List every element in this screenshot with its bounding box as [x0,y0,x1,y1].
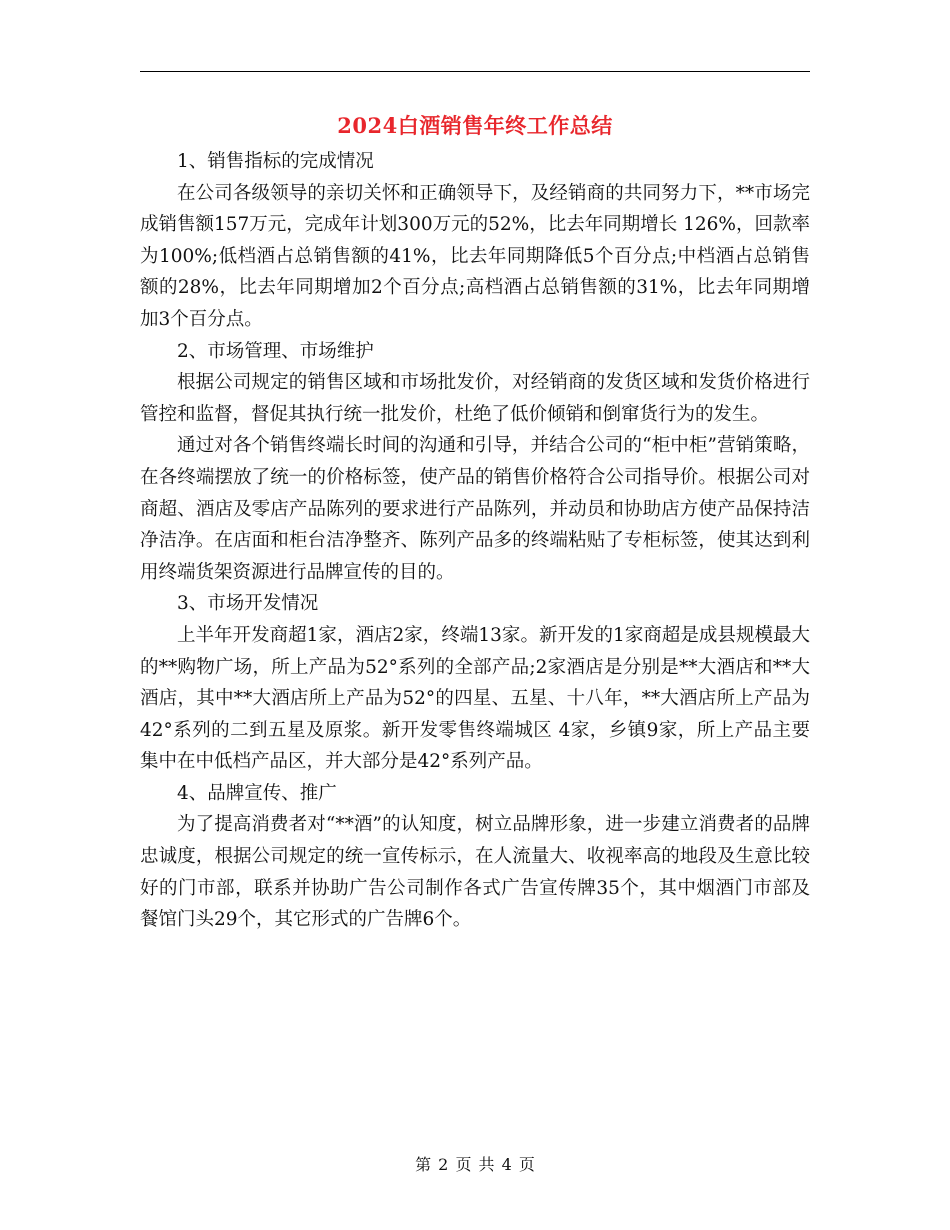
section-heading: 4、品牌宣传、推广 [177,782,337,804]
paragraph: 根据公司规定的销售区域和市场批发价，对经销商的发货区域和发货价格进行管控和监督，督促其执行统一批发价，杜绝了低价倾销和倒窜货行为的发生。 [140,372,810,425]
section-heading: 2、市场管理、市场维护 [177,340,374,362]
header-rule [140,71,810,72]
paragraph: 在公司各级领导的亲切关怀和正确领导下，及经销商的共同努力下，**市场完成销售额157万元，完成年计划300万元的52%，比去年同期增长 126%，回款率为100%;低档酒占总销售额的41%，比去年同期降低5个百分点;中档酒占总销售额的28%，比去年同期增加2个百分点;高档酒占总销售额的31%，比去年同期增加3个百分点。 [140,182,811,330]
page-number-footer: 第 2 页 共 4 页 [415,1155,535,1174]
section-heading: 3、市场开发情况 [177,593,319,615]
section-heading: 1、销售指标的完成情况 [177,151,374,172]
document-body [140,146,810,936]
document-title: 2024白酒销售年终工作总结 [337,113,613,138]
paragraph: 上半年开发商超1家，酒店2家，终端13家。新开发的1家商超是成县规模最大的**购物广场，所上产品为52°系列的全部产品;2家酒店是分别是**大酒店和**大酒店，其中**大酒店所上产品为52°的四星、五星、十八年，**大酒店所上产品为42°系列的二到五星及原浆。新开发零售终端城区 4家，乡镇9家，所上产品主要集中在中低档产品区，并大部分是42°系列产品。 [140,624,810,773]
paragraph: 为了提高消费者对“**酒”的认知度，树立品牌形象，进一步建立消费者的品牌忠诚度，根据公司规定的统一宣传标示，在人流量大、收视率高的地段及生意比较好的门市部，联系并协助广告公司制作各式广告宣传牌35个，其中烟酒门市部及餐馆门头29个，其它形式的广告牌6个。 [140,814,810,931]
paragraph: 通过对各个销售终端长时间的沟通和引导，并结合公司的“柜中柜”营销策略，在各终端摆放了统一的价格标签，使产品的销售价格符合公司指导价。根据公司对商超、酒店及零店产品陈列的要求进行产品陈列，并动员和协助店方使产品保持洁净洁净。在店面和柜台洁净整齐、陈列产品多的终端粘贴了专柜标签，使其达到利用终端货架资源进行品牌宣传的目的。 [140,435,810,583]
